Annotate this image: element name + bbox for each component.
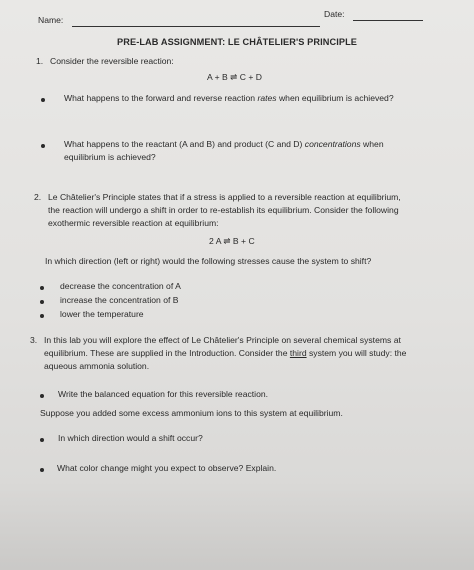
q3-number: 3.	[30, 335, 38, 345]
bullet-icon	[40, 286, 44, 290]
q1-bullet2-pre: What happens to the reactant (A and B) and product (C and D)	[64, 139, 305, 149]
date-blank-line	[353, 20, 423, 21]
q3-line2	[44, 348, 406, 359]
bullet-icon	[40, 314, 44, 318]
q2-number: 2.	[34, 192, 42, 202]
q1-equation: A + B ⇌ C + D	[207, 72, 262, 82]
q1-bullet1	[64, 93, 394, 104]
q1-bullet2-line1	[64, 139, 384, 150]
name-blank-line	[72, 26, 320, 27]
bullet-icon	[40, 438, 44, 442]
date-label: Date:	[324, 9, 345, 19]
bullet-icon	[40, 394, 44, 398]
q2-line1: Le Châtelier's Principle states that if a stress is applied to a reversible reaction at equilibrium,	[48, 192, 401, 202]
page-title: PRE-LAB ASSIGNMENT: LE CHÂTELIER'S PRINCIPLE	[117, 37, 358, 47]
q1-bullet1-pre: What happens to the forward and reverse reaction	[64, 93, 258, 103]
bullet-icon	[40, 468, 44, 472]
bullet-icon	[41, 98, 45, 102]
q1-bullet2-line2: equilibrium is achieved?	[64, 152, 156, 162]
q1-number: 1.	[36, 56, 44, 66]
q2-line2: the reaction will undergo a shift in order to re-establish its equilibrium. Consider the following	[48, 205, 399, 215]
q2-line3: exothermic reversible reaction at equilibrium:	[48, 218, 219, 228]
q1-bullet2-post: when	[360, 139, 384, 149]
q3-bullet1: Write the balanced equation for this reversible reaction.	[58, 389, 269, 399]
name-label: Name:	[38, 15, 64, 25]
q1-bullet2-em: concentrations	[304, 139, 361, 149]
q2-equation: 2 A ⇌ B + C	[209, 236, 255, 246]
q1-bullet1-post: when equilibrium is achieved?	[276, 93, 394, 103]
q2-prompt: In which direction (left or right) would the following stresses cause the system to shift?	[45, 256, 372, 266]
q2-item-1: decrease the concentration of A	[60, 281, 181, 291]
q1-text: Consider the reversible reaction:	[50, 56, 174, 66]
q3-bullet2: In which direction would a shift occur?	[58, 433, 203, 443]
q1-bullet1-em: rates	[257, 93, 277, 103]
q3-line2-underlined: third	[289, 348, 307, 358]
q3-line3: aqueous ammonia solution.	[44, 361, 150, 371]
q2-item-2: increase the concentration of B	[60, 295, 179, 305]
bullet-icon	[41, 144, 45, 148]
q3-suppose: Suppose you added some excess ammonium ions to this system at equilibrium.	[40, 408, 343, 418]
q3-bullet3: What color change might you expect to observe? Explain.	[57, 463, 277, 473]
bullet-icon	[40, 300, 44, 304]
q3-line2-post: system you will study: the	[306, 348, 407, 358]
q3-line2-pre: equilibrium. These are supplied in the Introduction. Consider the	[44, 348, 288, 358]
q3-line1: In this lab you will explore the effect of Le Châtelier's Principle on several chemical systems at	[44, 335, 401, 345]
q2-item-3: lower the temperature	[60, 309, 144, 319]
paper-shadow	[0, 480, 474, 570]
